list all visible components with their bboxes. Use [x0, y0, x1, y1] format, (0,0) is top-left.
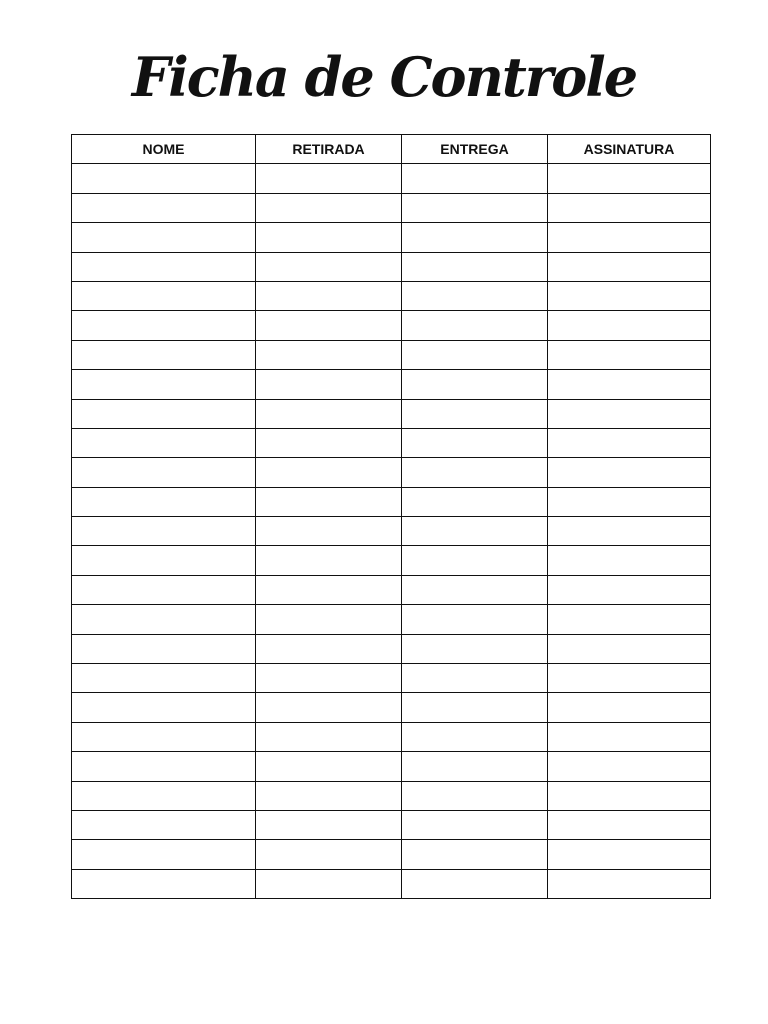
cell-nome[interactable]	[72, 575, 256, 604]
cell-nome[interactable]	[72, 781, 256, 810]
cell-assinatura[interactable]	[548, 340, 711, 369]
cell-retirada[interactable]	[256, 546, 402, 575]
column-header-entrega: ENTREGA	[402, 135, 548, 164]
cell-assinatura[interactable]	[548, 517, 711, 546]
cell-entrega[interactable]	[402, 546, 548, 575]
table-row	[72, 781, 711, 810]
cell-entrega[interactable]	[402, 664, 548, 693]
cell-retirada[interactable]	[256, 340, 402, 369]
table-row	[72, 458, 711, 487]
cell-nome[interactable]	[72, 370, 256, 399]
cell-retirada[interactable]	[256, 752, 402, 781]
cell-assinatura[interactable]	[548, 458, 711, 487]
cell-retirada[interactable]	[256, 575, 402, 604]
cell-assinatura[interactable]	[548, 722, 711, 751]
cell-assinatura[interactable]	[548, 311, 711, 340]
cell-nome[interactable]	[72, 546, 256, 575]
cell-nome[interactable]	[72, 664, 256, 693]
cell-retirada[interactable]	[256, 810, 402, 839]
cell-nome[interactable]	[72, 252, 256, 281]
cell-retirada[interactable]	[256, 458, 402, 487]
column-header-nome: NOME	[72, 135, 256, 164]
cell-retirada[interactable]	[256, 399, 402, 428]
cell-entrega[interactable]	[402, 223, 548, 252]
cell-assinatura[interactable]	[548, 575, 711, 604]
cell-entrega[interactable]	[402, 487, 548, 516]
cell-retirada[interactable]	[256, 487, 402, 516]
table-row	[72, 370, 711, 399]
table-row	[72, 869, 711, 898]
cell-assinatura[interactable]	[548, 487, 711, 516]
column-header-assinatura: ASSINATURA	[548, 135, 711, 164]
cell-nome[interactable]	[72, 281, 256, 310]
cell-retirada[interactable]	[256, 605, 402, 634]
cell-nome[interactable]	[72, 722, 256, 751]
cell-entrega[interactable]	[402, 575, 548, 604]
cell-nome[interactable]	[72, 693, 256, 722]
table-row	[72, 722, 711, 751]
table-row	[72, 752, 711, 781]
cell-assinatura[interactable]	[548, 634, 711, 663]
cell-assinatura[interactable]	[548, 164, 711, 193]
cell-nome[interactable]	[72, 223, 256, 252]
cell-entrega[interactable]	[402, 164, 548, 193]
table-row	[72, 428, 711, 457]
cell-assinatura[interactable]	[548, 869, 711, 898]
table-row	[72, 252, 711, 281]
column-header-retirada: RETIRADA	[256, 135, 402, 164]
cell-nome[interactable]	[72, 399, 256, 428]
cell-assinatura[interactable]	[548, 370, 711, 399]
cell-assinatura[interactable]	[548, 428, 711, 457]
cell-assinatura[interactable]	[548, 840, 711, 869]
cell-retirada[interactable]	[256, 517, 402, 546]
cell-nome[interactable]	[72, 193, 256, 222]
cell-assinatura[interactable]	[548, 605, 711, 634]
cell-nome[interactable]	[72, 517, 256, 546]
cell-nome[interactable]	[72, 634, 256, 663]
cell-nome[interactable]	[72, 840, 256, 869]
cell-assinatura[interactable]	[548, 546, 711, 575]
table-row	[72, 487, 711, 516]
cell-assinatura[interactable]	[548, 781, 711, 810]
cell-retirada[interactable]	[256, 281, 402, 310]
cell-assinatura[interactable]	[548, 752, 711, 781]
cell-entrega[interactable]	[402, 781, 548, 810]
cell-entrega[interactable]	[402, 193, 548, 222]
cell-assinatura[interactable]	[548, 693, 711, 722]
cell-nome[interactable]	[72, 810, 256, 839]
cell-retirada[interactable]	[256, 634, 402, 663]
cell-nome[interactable]	[72, 311, 256, 340]
page-title: Ficha de Controle	[131, 45, 637, 109]
table-row	[72, 634, 711, 663]
cell-retirada[interactable]	[256, 840, 402, 869]
cell-nome[interactable]	[72, 164, 256, 193]
table-row	[72, 517, 711, 546]
table-row	[72, 605, 711, 634]
cell-assinatura[interactable]	[548, 399, 711, 428]
cell-entrega[interactable]	[402, 252, 548, 281]
cell-entrega[interactable]	[402, 517, 548, 546]
cell-retirada[interactable]	[256, 869, 402, 898]
cell-retirada[interactable]	[256, 781, 402, 810]
cell-retirada[interactable]	[256, 311, 402, 340]
cell-nome[interactable]	[72, 605, 256, 634]
cell-retirada[interactable]	[256, 252, 402, 281]
cell-retirada[interactable]	[256, 370, 402, 399]
table-row	[72, 164, 711, 193]
table-row	[72, 340, 711, 369]
cell-nome[interactable]	[72, 752, 256, 781]
cell-entrega[interactable]	[402, 693, 548, 722]
cell-retirada[interactable]	[256, 722, 402, 751]
table-row	[72, 281, 711, 310]
cell-assinatura[interactable]	[548, 223, 711, 252]
table-row	[72, 810, 711, 839]
table-body	[72, 164, 711, 899]
table-row	[72, 546, 711, 575]
header-row	[72, 135, 711, 164]
cell-assinatura[interactable]	[548, 664, 711, 693]
cell-nome[interactable]	[72, 458, 256, 487]
table-row	[72, 840, 711, 869]
table-row	[72, 399, 711, 428]
cell-assinatura[interactable]	[548, 193, 711, 222]
cell-entrega[interactable]	[402, 810, 548, 839]
cell-entrega[interactable]	[402, 752, 548, 781]
cell-retirada[interactable]	[256, 664, 402, 693]
cell-nome[interactable]	[72, 340, 256, 369]
table-row	[72, 693, 711, 722]
table-row	[72, 575, 711, 604]
cell-retirada[interactable]	[256, 164, 402, 193]
cell-entrega[interactable]	[402, 311, 548, 340]
cell-retirada[interactable]	[256, 223, 402, 252]
table-row	[72, 664, 711, 693]
cell-entrega[interactable]	[402, 605, 548, 634]
table-row	[72, 193, 711, 222]
cell-retirada[interactable]	[256, 193, 402, 222]
cell-entrega[interactable]	[402, 399, 548, 428]
cell-retirada[interactable]	[256, 428, 402, 457]
cell-assinatura[interactable]	[548, 281, 711, 310]
cell-entrega[interactable]	[402, 428, 548, 457]
cell-entrega[interactable]	[402, 458, 548, 487]
cell-entrega[interactable]	[402, 370, 548, 399]
cell-entrega[interactable]	[402, 340, 548, 369]
cell-nome[interactable]	[72, 869, 256, 898]
cell-entrega[interactable]	[402, 722, 548, 751]
cell-entrega[interactable]	[402, 634, 548, 663]
table-row	[72, 311, 711, 340]
cell-assinatura[interactable]	[548, 810, 711, 839]
cell-retirada[interactable]	[256, 693, 402, 722]
cell-nome[interactable]	[72, 487, 256, 516]
cell-assinatura[interactable]	[548, 252, 711, 281]
cell-nome[interactable]	[72, 428, 256, 457]
table-row	[72, 223, 711, 252]
cell-entrega[interactable]	[402, 840, 548, 869]
cell-entrega[interactable]	[402, 281, 548, 310]
control-table	[71, 134, 711, 899]
cell-entrega[interactable]	[402, 869, 548, 898]
